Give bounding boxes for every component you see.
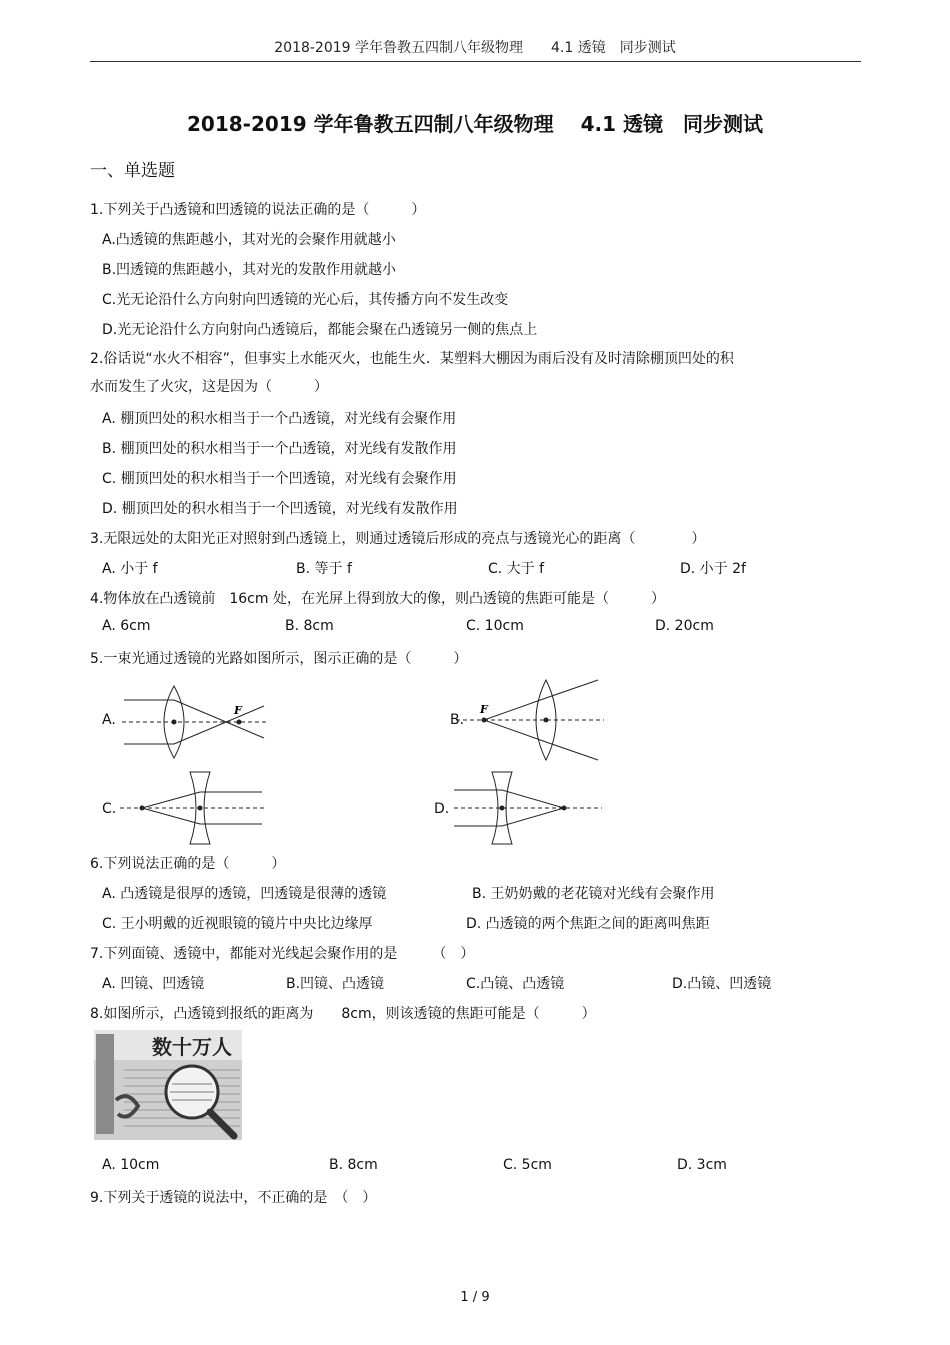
question-6-option-b: B. 王奶奶戴的老花镜对光线有会聚作用 — [472, 886, 715, 902]
question-2-option-b: B. 棚顶凹处的积水相当于一个凸透镜，对光线有发散作用 — [102, 441, 457, 457]
question-3-option-a: A. 小于 f — [102, 561, 158, 577]
question-8-option-b: B. 8cm — [329, 1157, 378, 1173]
question-7-stem: 7.下列面镜、透镜中，都能对光线起会聚作用的是 （ ） — [90, 946, 475, 962]
question-7-option-b: B.凹镜、凸透镜 — [286, 976, 385, 992]
section-heading: 一、单选题 — [90, 161, 175, 181]
question-5-option-a: A. — [102, 712, 116, 728]
header-divider — [90, 61, 861, 62]
question-1-option-d: D.光无论沿什么方向射向凸透镜后，都能会聚在凸透镜另一侧的焦点上 — [102, 322, 538, 338]
question-2-stem-line1: 2.俗话说“水火不相容”，但事实上水能灭火，也能生火．某塑料大棚因为雨后没有及时清除棚顶凹处的积 — [90, 351, 734, 367]
question-3-stem: 3.无限远处的太阳光正对照射到凸透镜上，则通过透镜后形成的亮点与透镜光心的距离（ ） — [90, 531, 706, 547]
question-3-option-c: C. 大于 f — [488, 561, 545, 577]
question-1-option-b: B.凹透镜的焦距越小，其对光的发散作用就越小 — [102, 262, 397, 278]
convex-lens-diagram-b — [454, 676, 606, 764]
focus-label: F — [480, 703, 488, 716]
question-5-option-b: B. — [450, 712, 465, 728]
question-6-option-a: A. 凸透镜是很厚的透镜，凹透镜是很薄的透镜 — [102, 886, 387, 902]
question-2-stem-line2: 水而发生了火灾，这是因为（ ） — [90, 379, 328, 395]
question-4-option-d: D. 20cm — [655, 618, 714, 634]
convex-lens-diagram-a — [118, 682, 270, 762]
question-7-option-d: D.凸镜、凹透镜 — [672, 976, 772, 992]
question-2-option-d: D. 棚顶凹处的积水相当于一个凹透镜，对光线有发散作用 — [102, 501, 458, 517]
question-6-option-d: D. 凸透镜的两个焦距之间的距离叫焦距 — [466, 916, 710, 932]
question-2-option-a: A. 棚顶凹处的积水相当于一个凸透镜，对光线有会聚作用 — [102, 411, 457, 427]
question-5-option-d: D. — [434, 801, 450, 817]
question-8-option-a: A. 10cm — [102, 1157, 160, 1173]
question-1-option-a: A.凸透镜的焦距越小，其对光的会聚作用就越小 — [102, 232, 396, 248]
magnifier-newspaper-photo — [94, 1030, 242, 1140]
question-8-stem: 8.如图所示，凸透镜到报纸的距离为 8cm，则该透镜的焦距可能是（ ） — [90, 1006, 596, 1022]
question-6-option-c: C. 王小明戴的近视眼镜的镜片中央比边缘厚 — [102, 916, 373, 932]
document-title: 2018-2019 学年鲁教五四制八年级物理 4.1 透镜 同步测试 — [187, 112, 763, 136]
question-4-option-a: A. 6cm — [102, 618, 151, 634]
question-7-option-a: A. 凹镜、凹透镜 — [102, 976, 205, 992]
question-4-option-c: C. 10cm — [466, 618, 524, 634]
photo-headline: 数十万人 — [152, 1035, 232, 1059]
question-6-stem: 6.下列说法正确的是（ ） — [90, 856, 286, 872]
question-3-option-b: B. 等于 f — [296, 561, 352, 577]
question-8-option-c: C. 5cm — [503, 1157, 552, 1173]
question-4-stem: 4.物体放在凸透镜前 16cm 处，在光屏上得到放大的像，则凸透镜的焦距可能是（ ） — [90, 591, 665, 607]
page-number: 1 / 9 — [460, 1290, 490, 1305]
focus-label: F — [234, 704, 242, 717]
concave-lens-diagram-d — [452, 770, 604, 846]
question-1-stem: 1.下列关于凸透镜和凹透镜的说法正确的是（ ） — [90, 202, 426, 218]
question-1-option-c: C.光无论沿什么方向射向凹透镜的光心后，其传播方向不发生改变 — [102, 292, 509, 308]
question-4-option-b: B. 8cm — [285, 618, 334, 634]
question-9-stem: 9.下列关于透镜的说法中，不正确的是 （ ） — [90, 1190, 377, 1206]
question-8-option-d: D. 3cm — [677, 1157, 727, 1173]
question-7-option-c: C.凸镜、凸透镜 — [466, 976, 565, 992]
running-header: 2018-2019 学年鲁教五四制八年级物理 4.1 透镜 同步测试 — [274, 40, 676, 56]
question-2-option-c: C. 棚顶凹处的积水相当于一个凹透镜，对光线有会聚作用 — [102, 471, 457, 487]
concave-lens-diagram-c — [118, 770, 266, 846]
question-3-option-d: D. 小于 2f — [680, 561, 746, 577]
question-5-option-c: C. — [102, 801, 117, 817]
question-5-stem: 5.一束光通过透镜的光路如图所示，图示正确的是（ ） — [90, 651, 468, 667]
